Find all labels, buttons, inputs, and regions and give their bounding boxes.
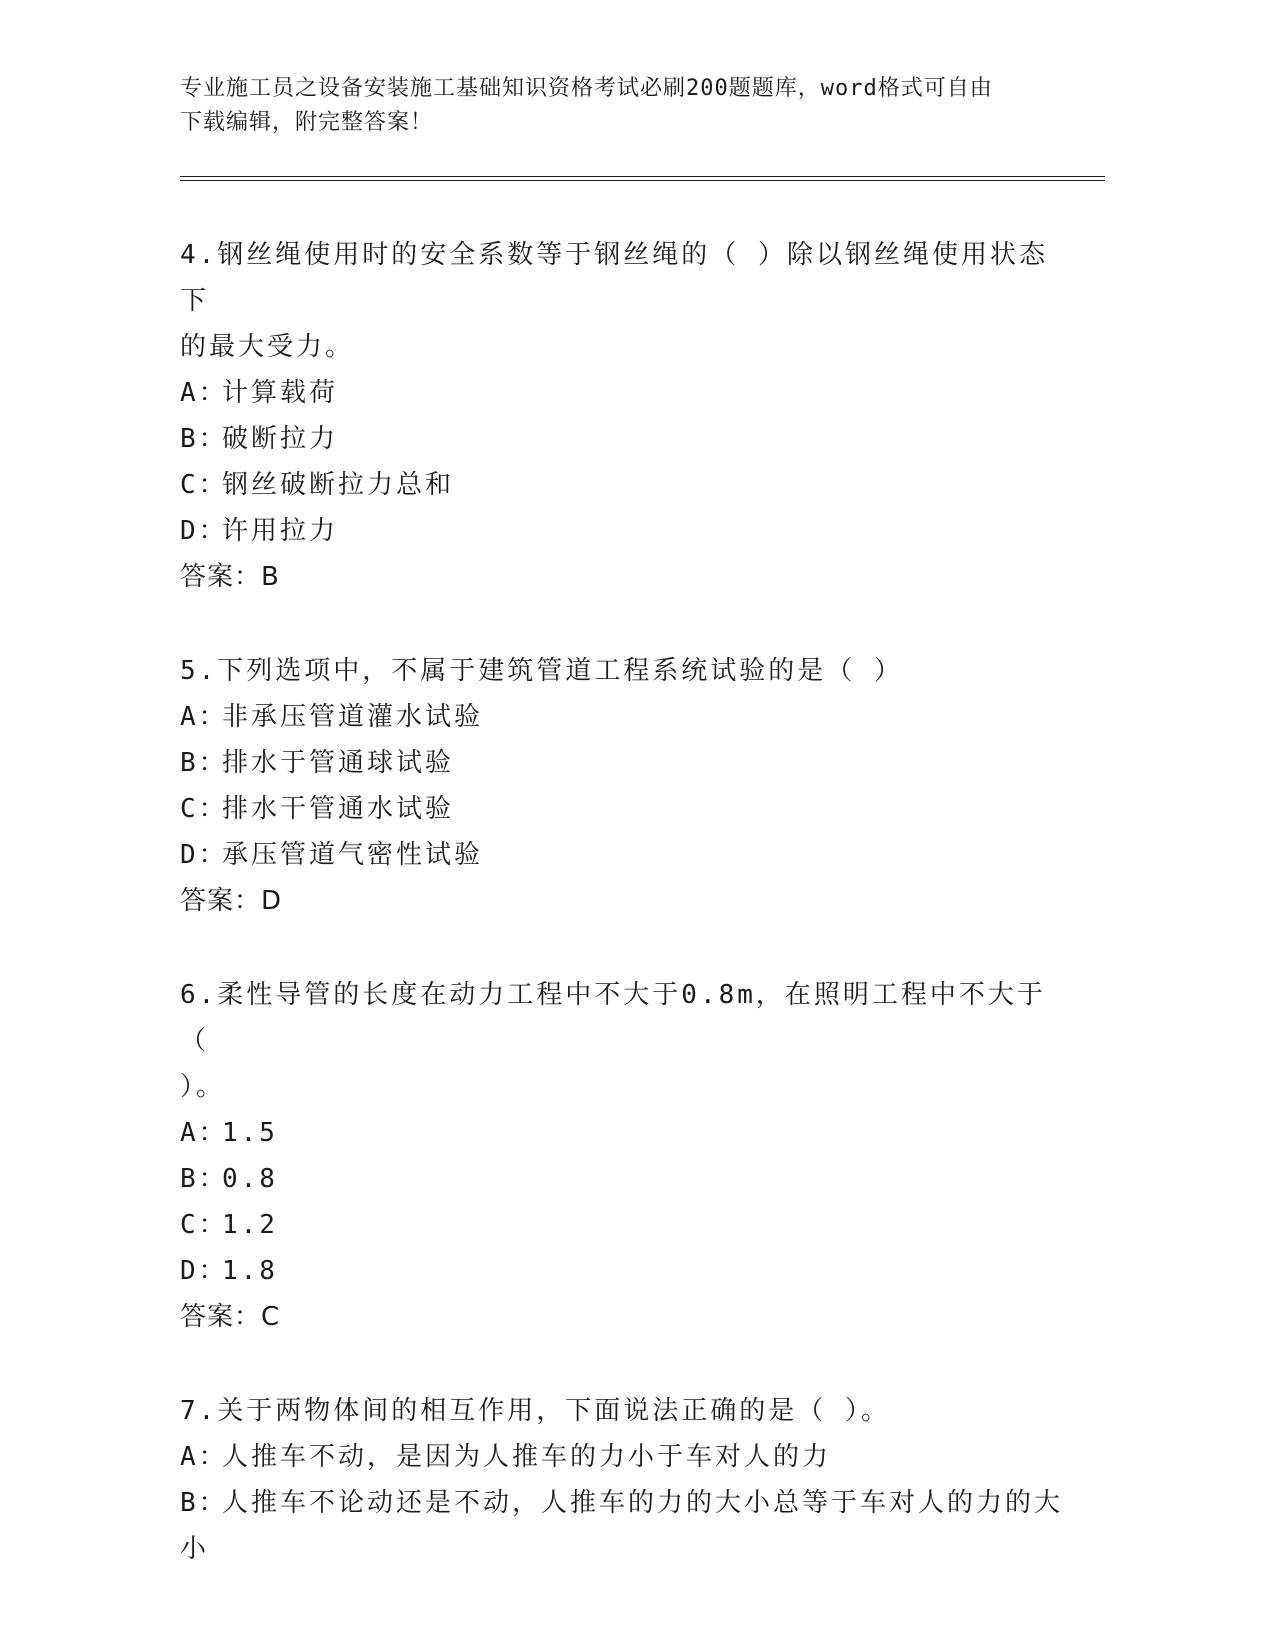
option-key: C： xyxy=(180,470,228,500)
option-key: D： xyxy=(180,840,228,870)
header-divider xyxy=(180,176,1105,181)
question-stem: 6.柔性导管的长度在动力工程中不大于0.8m，在照明工程中不大于（ xyxy=(180,980,1046,1056)
option-b xyxy=(180,1480,1064,1526)
option-key: B： xyxy=(180,1488,228,1518)
option-key: B： xyxy=(180,424,228,454)
question-stem: 5.下列选项中，不属于建筑管道工程系统试验的是（ ） xyxy=(180,656,903,686)
option-key: A： xyxy=(180,378,228,408)
option-b xyxy=(180,740,1060,786)
option-key: D： xyxy=(180,1256,228,1286)
option-text: 1.5 xyxy=(222,1118,278,1148)
option-text: 钢丝破断拉力总和 xyxy=(222,470,455,500)
option-a xyxy=(180,1110,1060,1156)
option-c xyxy=(180,1202,1060,1248)
question-7 xyxy=(180,1388,1064,1572)
header-line-2: 下载编辑，附完整答案！ xyxy=(180,110,434,135)
answer: 答案：C xyxy=(180,1302,281,1332)
option-c xyxy=(180,786,1060,832)
question-6 xyxy=(180,972,1060,1340)
option-b xyxy=(180,1156,1060,1202)
option-key: C： xyxy=(180,794,228,824)
answer: 答案：B xyxy=(180,562,280,592)
option-a xyxy=(180,370,1060,416)
option-b-continued: 小 xyxy=(180,1534,210,1564)
option-key: A： xyxy=(180,702,228,732)
option-key: B： xyxy=(180,1164,228,1194)
option-key: C： xyxy=(180,1210,228,1240)
document-header xyxy=(180,72,1040,140)
question-5 xyxy=(180,648,1060,924)
header-line-1: 专业施工员之设备安装施工基础知识资格考试必刷200题题库，word格式可自由 xyxy=(180,76,993,101)
option-text: 计算载荷 xyxy=(222,378,339,408)
option-b xyxy=(180,416,1060,462)
option-key: A： xyxy=(180,1442,228,1472)
option-a xyxy=(180,1434,1060,1480)
question-stem-continued: ）。 xyxy=(180,1072,226,1102)
option-text: 排水干管通水试验 xyxy=(222,794,455,824)
option-d xyxy=(180,508,1060,554)
option-text: 人推车不动，是因为人推车的力小于车对人的力 xyxy=(222,1442,832,1472)
question-4 xyxy=(180,232,1060,600)
option-text: 非承压管道灌水试验 xyxy=(222,702,484,732)
option-text: 承压管道气密性试验 xyxy=(222,840,484,870)
option-text: 破断拉力 xyxy=(222,424,339,454)
option-a xyxy=(180,694,1060,740)
option-text: 1.2 xyxy=(222,1210,278,1240)
option-key: B： xyxy=(180,748,228,778)
option-d xyxy=(180,1248,1060,1294)
option-key: D： xyxy=(180,516,228,546)
option-key: A： xyxy=(180,1118,228,1148)
question-list xyxy=(180,232,1064,1620)
option-c xyxy=(180,462,1060,508)
question-stem: 7.关于两物体间的相互作用，下面说法正确的是（ ）。 xyxy=(180,1396,890,1426)
answer: 答案：D xyxy=(180,886,283,916)
option-text: 0.8 xyxy=(222,1164,278,1194)
option-text: 1.8 xyxy=(222,1256,278,1286)
option-text: 排水于管通球试验 xyxy=(222,748,455,778)
option-d xyxy=(180,832,1060,878)
option-text: 人推车不论动还是不动，人推车的力的大小总等于车对人的力的大 xyxy=(222,1488,1064,1518)
question-stem: 4.钢丝绳使用时的安全系数等于钢丝绳的（ ）除以钢丝绳使用状态下 xyxy=(180,240,1048,316)
option-text: 许用拉力 xyxy=(222,516,339,546)
question-stem-continued: 的最大受力。 xyxy=(180,332,355,362)
